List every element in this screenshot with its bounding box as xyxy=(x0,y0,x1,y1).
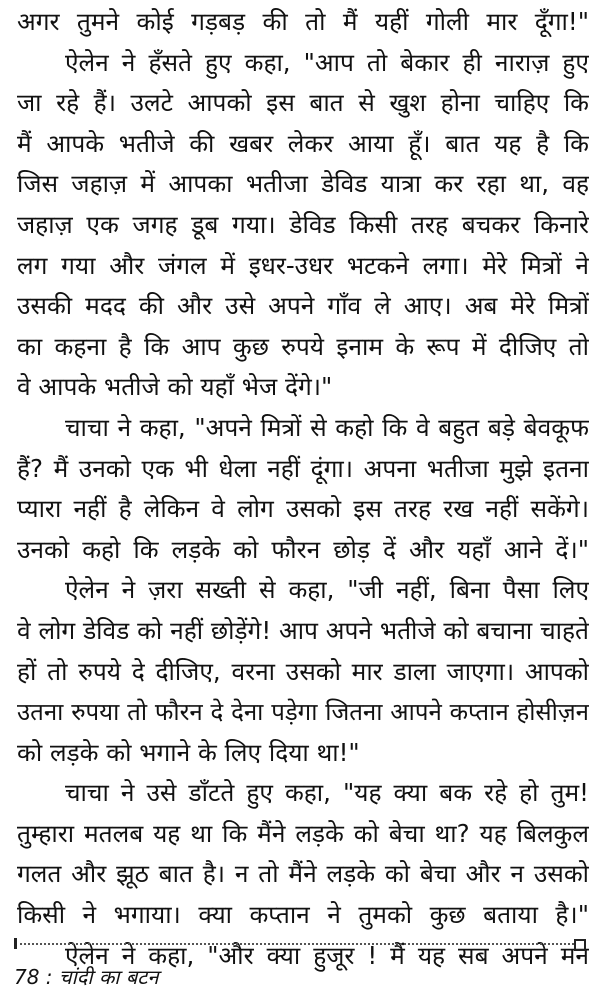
text-line: को लड़के को भगाने के लिए दिया था!" xyxy=(17,737,360,767)
text-line: जा रहे हैं। उलटे आपको इस बात से खुश होना चाहिए कि xyxy=(17,88,589,118)
text-line: हैं? मैं उनको एक भी धेला नहीं दूंगा। अपना भतीजा मुझे इतना xyxy=(17,453,589,483)
text-line: गलत और झूठ बात है। न तो मैंने लड़के को बेचा और न उसको xyxy=(17,859,589,889)
text-line: हों तो रुपये दे दीजिए, वरना उसको मार डाला जाएगा। आपको xyxy=(17,656,589,686)
text-line: ऐलेन ने कहा, "और क्या हुजूर ! मैं यह सब अपने मन xyxy=(65,940,589,970)
text-line: मैं आपके भतीजे की खबर लेकर आया हूँ। बात यह है कि xyxy=(17,128,589,158)
text-line: प्यारा नहीं है लेकिन वे लोग उसको इस तरह रख नहीं सकेंगे। xyxy=(17,494,589,524)
text-line: ऐलेन ने हँसते हुए कहा, "आप तो बेकार ही नाराज़ हुए xyxy=(65,47,589,77)
text-line: चाचा ने कहा, "अपने मित्रों से कहो कि वे बहुत बड़े बेवकूफ xyxy=(65,412,589,442)
text-line: जहाज़ एक जगह डूब गया। डेविड किसी तरह बचकर किनारे xyxy=(17,209,589,239)
text-line: वे आपके भतीजे को यहाँ भेज देंगे।" xyxy=(17,372,333,402)
text-line: वे लोग डेविड को नहीं छोड़ेंगे! आप अपने भतीजे को बचाना चाहते xyxy=(17,615,589,645)
text-line: अगर तुमने कोई गड़बड़ की तो मैं यहीं गोली मार दूँगा!" xyxy=(17,7,589,36)
rule-end-mark-right xyxy=(574,939,586,951)
text-line: जिस जहाज़ में आपका भतीजा डेविड यात्रा कर रहा था, वह xyxy=(17,169,589,199)
body-text xyxy=(17,2,589,976)
text-line: उसकी मदद की और उसे अपने गाँव ले आए। अब मेरे मित्रों xyxy=(17,291,589,321)
page-footer: 78 : चांदी का बटन xyxy=(14,965,159,989)
text-line: का कहना है कि आप कुछ रुपये इनाम के रूप में दीजिए तो xyxy=(17,331,589,361)
dotted-divider xyxy=(20,943,574,945)
text-line: चाचा ने उसे डाँटते हुए कहा, "यह क्या बक रहे हो तुम! xyxy=(65,778,589,808)
text-line: उनको कहो कि लड़के को फौरन छोड़ दें और यहाँ आने दें।" xyxy=(17,534,589,564)
text-line: तुम्हारा मतलब यह था कि मैंने लड़के को बेचा था? यह बिलकुल xyxy=(17,818,589,848)
text-line: उतना रुपया तो फौरन दे देना पड़ेगा जितना आपने कप्तान होसीज़न xyxy=(17,698,589,727)
rule-end-mark-left xyxy=(14,938,17,949)
text-line: ऐलेन ने ज़रा सख्ती से कहा, "जी नहीं, बिना पैसा लिए xyxy=(65,575,589,605)
text-line: लग गया और जंगल में इधर-उधर भटकने लगा। मेरे मित्रों ने xyxy=(17,250,589,280)
footer-rule xyxy=(14,938,586,950)
text-line: किसी ने भगाया। क्या कप्तान ने तुमको कुछ बताया है।" xyxy=(17,900,589,930)
